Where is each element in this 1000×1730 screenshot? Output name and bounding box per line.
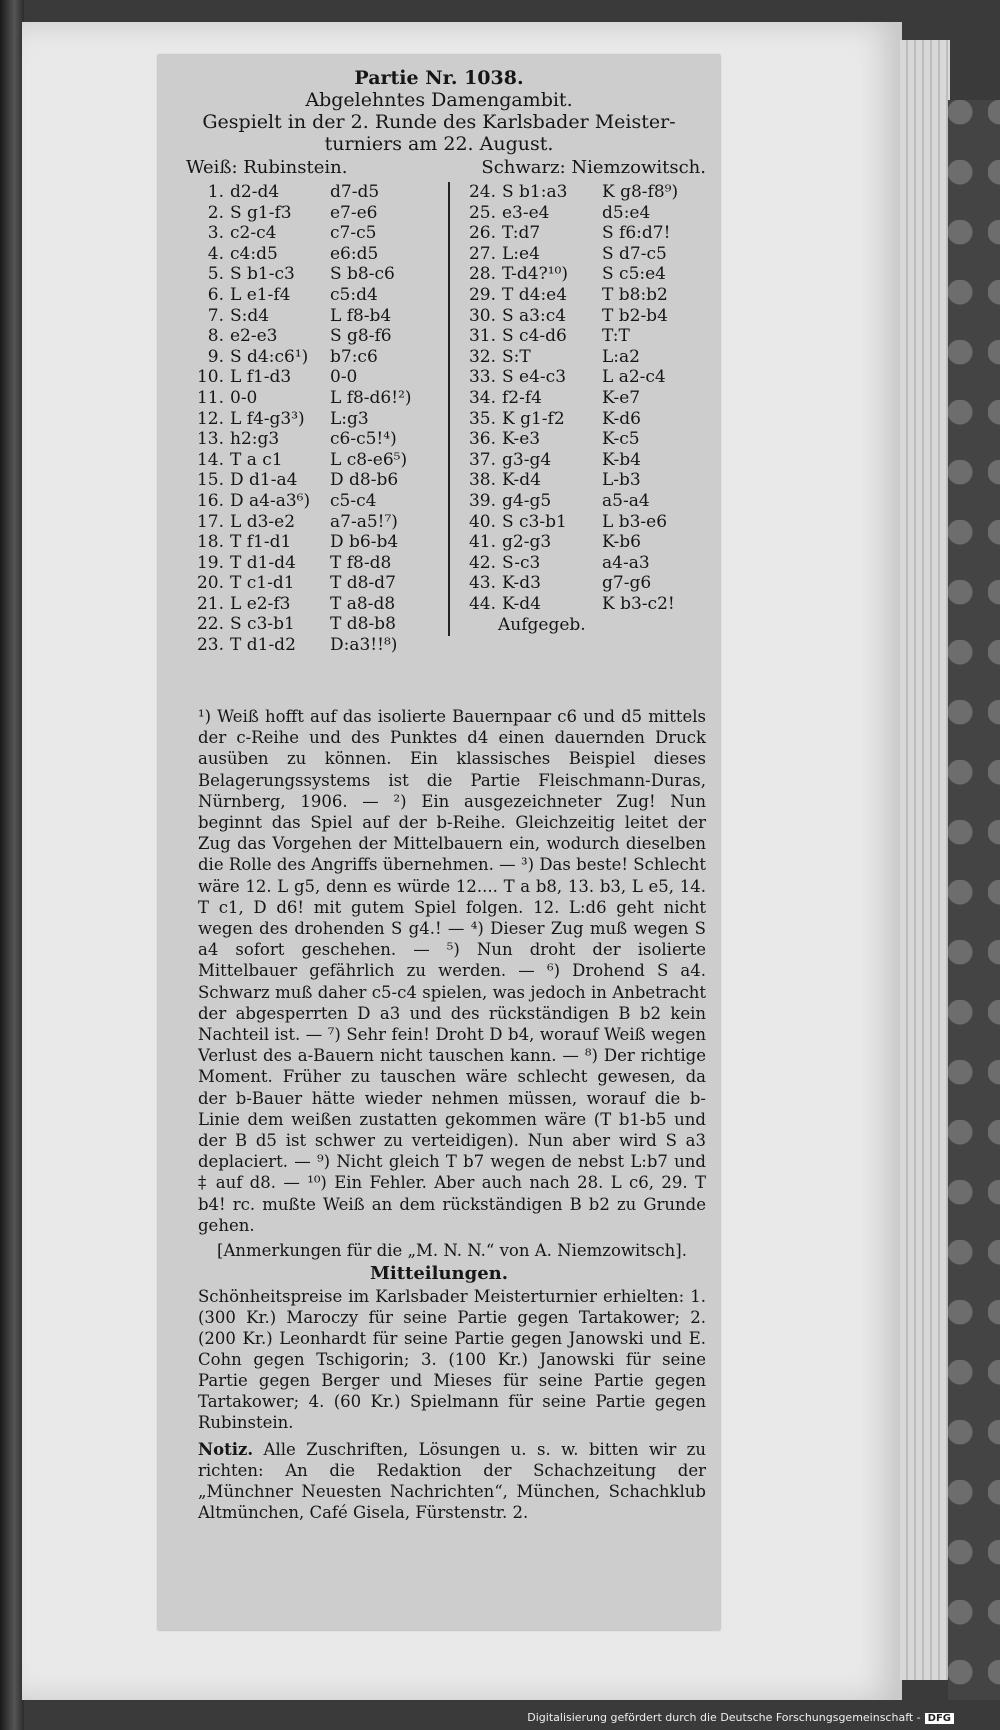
white-move: g3-g4 [502, 449, 552, 470]
move-number: 34. [468, 387, 496, 408]
move-number: 27. [468, 243, 496, 264]
moves-column-right [448, 182, 718, 636]
white-move: h2:g3 [230, 429, 280, 450]
white-move: T-d4?¹⁰) [502, 264, 568, 285]
white-move: g4-g5 [502, 490, 552, 511]
white-move: L f4-g3³) [230, 408, 305, 429]
move-row [186, 306, 431, 327]
move-row [458, 244, 718, 265]
white-move: f2-f4 [502, 387, 542, 408]
dfg-logo: DFG [925, 1713, 954, 1724]
move-row [458, 182, 718, 203]
move-row [186, 429, 431, 450]
black-move: g7-g6 [602, 573, 652, 594]
black-move: S g8-f6 [330, 326, 392, 347]
move-row [186, 532, 431, 553]
page-stack-edge [900, 40, 950, 1680]
white-move: S b1:a3 [502, 182, 568, 202]
marbled-cover [948, 100, 1000, 1700]
move-row [186, 409, 431, 430]
notes-text: ¹) Weiß hofft auf das isolierte Bauernpaar c6 und d5 mittels der c-Reihe und des Punktes d4 einen dauernden Druck ausüben zu können. Ein klassisches Beispiel dieses Belagerungssystems ist die Partie Fleischmann-Duras, Nürnberg, 1906. — ²) Ein ausgezeichneter Zug! Nun beginnt das Spiel auf der b-Reihe. Gleichzeitig leitet der Zug das Vorgehen der Mittelbauern ein, wodurch dieselben die Rolle des Angriffs übernehmen. — ³) Das beste! Schlecht wäre 12. L g5, denn es würde 12.... T a b8, 13. b3, L e5, 14. T c1, D d6! mit gutem Spiel folgen. 12. L:d6 geht nicht wegen des drohenden S g4.! — ⁴) Dieser Zug muß wegen S a4 sofort geschehen. — ⁵) Nun droht der isolierte Mittelbauer gefährlich zu werden. — ⁶) Drohend S a4. Schwarz muß daher c5-c4 spielen, was jedoch in Anbetracht der abgesperrten D a3 und des rückständigen B b2 kein Nachteil ist. — ⁷) Sehr fein! Droht D b4, worauf Weiß wegen Verlust des a-Bauern nicht tauschen kann. — ⁸) Der richtige Moment. Früher zu tauschen wäre schlecht gewesen, da der b-Bauer hätte wieder nehmen müssen, worauf die b-Linie dem weißen zustatten gekommen wäre (T b1-b5 und der B d5 ist schwer zu verteidigen). Nun aber wird S a3 deplaciert. — ⁹) Nicht gleich T b7 wegen de nebst L:b7 und ‡ auf d8. — ¹⁰) Ein Fehler. Aber auch nach 28. L c6, 29. T b4! rc. mußte Weiß an dem rückständigen B b2 zu Grunde gehen. [198, 707, 706, 1235]
move-number: 29. [468, 284, 496, 305]
move-number: 1. [207, 182, 224, 202]
white-player: Weiß: Rubinstein. [186, 157, 348, 178]
move-number: 6. [207, 284, 224, 305]
move-row [458, 491, 718, 512]
black-move: a4-a3 [602, 552, 650, 573]
black-move: e6:d5 [330, 243, 379, 264]
white-move: S g1-f3 [230, 202, 292, 223]
black-move: L c8-e6⁵) [330, 449, 408, 470]
white-move: T d4:e4 [502, 284, 568, 305]
black-move: T a8-d8 [330, 593, 396, 614]
move-row [186, 203, 431, 224]
move-number: 18. [196, 532, 224, 553]
move-row [186, 635, 431, 656]
move-number: 13. [196, 429, 224, 450]
white-move: S-c3 [502, 552, 541, 573]
move-number: 26. [468, 223, 496, 244]
event-line-1: Gespielt in der 2. Runde des Karlsbader Meister- [202, 111, 676, 133]
move-row [458, 347, 718, 368]
move-number: 41. [468, 532, 496, 553]
move-row [458, 594, 718, 615]
move-row [186, 614, 431, 635]
move-number: 40. [468, 511, 496, 532]
white-move: S d4:c6¹) [230, 346, 309, 367]
black-move: T d8-d7 [330, 573, 396, 594]
white-move: L e1-f4 [230, 284, 291, 305]
white-move: S:d4 [230, 305, 270, 326]
move-number: 36. [468, 429, 496, 450]
white-move: T a c1 [230, 449, 283, 470]
white-move: D d1-a4 [230, 470, 298, 491]
black-move: K-b6 [602, 532, 641, 553]
white-move: D a4-a3⁶) [230, 490, 311, 511]
move-row [186, 512, 431, 533]
white-move: S a3:c4 [502, 305, 567, 326]
move-number: 25. [468, 202, 496, 223]
white-move: L d3-e2 [230, 511, 296, 532]
move-number: 37. [468, 449, 496, 470]
black-move: d7-d5 [330, 182, 380, 202]
black-move: a7-a5!⁷) [330, 511, 398, 532]
white-move: L e2-f3 [230, 593, 291, 614]
black-move: K g8-f8⁹) [602, 182, 679, 202]
black-move: c5:d4 [330, 284, 378, 305]
move-number: 33. [468, 367, 496, 388]
newspaper-clipping [158, 55, 720, 1630]
white-move: S c4-d6 [502, 326, 567, 347]
move-number: 38. [468, 470, 496, 491]
black-move: T d8-b8 [330, 614, 396, 635]
mitteilungen-text: Schönheitspreise im Karlsbader Meisterturnier erhielten: 1. (300 Kr.) Maroczy für seine Partie gegen Tartakower; 2. (200 Kr.) Leonhardt für seine Partie gegen Janowski und E. Cohn gegen Tschigorin; 3. (100 Kr.) Janowski für seine Partie gegen Berger und Mieses für seine Partie gegen Tartakower; 4. (60 Kr.) Spielmann für seine Partie gegen Rubinstein. [198, 1287, 706, 1433]
move-row [458, 264, 718, 285]
white-move: e2-e3 [230, 326, 278, 347]
move-number: 31. [468, 326, 496, 347]
white-move: T d1-d4 [230, 552, 296, 573]
black-move: S c5:e4 [602, 264, 666, 285]
move-row [458, 512, 718, 533]
moves-table [158, 178, 720, 698]
white-move: K-d3 [502, 573, 541, 594]
black-move: T f8-d8 [330, 552, 392, 573]
white-move: T:d7 [502, 223, 541, 244]
move-number: 22. [196, 614, 224, 635]
black-move: b7:c6 [330, 346, 378, 367]
black-move: D:a3!!⁸) [330, 635, 398, 656]
white-move: e3-e4 [502, 202, 550, 223]
move-row [458, 450, 718, 471]
book-cover-edge [0, 0, 24, 1730]
move-row [458, 409, 718, 430]
move-number: 21. [196, 593, 224, 614]
game-header [158, 67, 720, 155]
move-row [186, 367, 431, 388]
game-number: Partie Nr. 1038. [354, 67, 524, 89]
white-move: K-d4 [502, 593, 541, 614]
notiz-paragraph [158, 1433, 720, 1523]
footer-text: Digitalisierung gefördert durch die Deutsche Forschungsgemeinschaft - [527, 1711, 921, 1724]
black-move: L:a2 [602, 346, 640, 367]
black-move: D d8-b6 [330, 470, 399, 491]
white-move: S c3-b1 [502, 511, 567, 532]
white-move: T d1-d2 [230, 635, 296, 656]
white-move: c4:d5 [230, 243, 278, 264]
move-row [186, 285, 431, 306]
white-move: S c3-b1 [230, 614, 295, 635]
black-move: S d7-c5 [602, 243, 667, 264]
move-row [186, 594, 431, 615]
game-notes [158, 700, 720, 1236]
black-move: 0-0 [330, 367, 358, 388]
black-move: L:g3 [330, 408, 369, 429]
move-number: 17. [196, 511, 224, 532]
black-move: S f6:d7! [602, 223, 671, 244]
move-row [186, 223, 431, 244]
move-row [186, 244, 431, 265]
move-number: 30. [468, 305, 496, 326]
move-row [458, 203, 718, 224]
move-number: 14. [196, 449, 224, 470]
black-move: T b2-b4 [602, 305, 668, 326]
notiz-text: Alle Zuschriften, Lösungen u. s. w. bitten wir zu richten: An die Redaktion der Schachzeitung der „Münchner Neuesten Nachrichten“, München, Schachklub Altmünchen, Café Gisela, Fürstenstr. 2. [198, 1440, 706, 1523]
black-move: K-d6 [602, 408, 641, 429]
black-move: c7-c5 [330, 223, 377, 244]
move-row [458, 306, 718, 327]
move-number: 23. [196, 635, 224, 656]
move-number: 10. [196, 367, 224, 388]
move-number: 16. [196, 490, 224, 511]
black-move: D b6-b4 [330, 532, 399, 553]
white-move: T f1-d1 [230, 532, 292, 553]
black-move: L a2-c4 [602, 367, 666, 388]
black-move: d5:e4 [602, 202, 651, 223]
move-number: 32. [468, 346, 496, 367]
black-move: L f8-d6!²) [330, 387, 412, 408]
white-move: T c1-d1 [230, 573, 295, 594]
black-move: a5-a4 [602, 490, 650, 511]
white-move: K-d4 [502, 470, 541, 491]
moves-column-left [186, 182, 431, 656]
white-move: 0-0 [230, 387, 258, 408]
move-row [186, 347, 431, 368]
move-row [458, 388, 718, 409]
move-row [458, 223, 718, 244]
move-row [186, 326, 431, 347]
move-number: 20. [196, 573, 224, 594]
white-move: g2-g3 [502, 532, 552, 553]
event-line-2: turniers am 22. August. [324, 133, 554, 155]
mitteilungen-heading: Mitteilungen. [369, 1263, 509, 1285]
white-move: S:T [502, 346, 531, 367]
move-row [458, 532, 718, 553]
black-move: L-b3 [602, 470, 641, 491]
white-move: d2-d4 [230, 182, 280, 202]
move-row [186, 491, 431, 512]
white-move: L:e4 [502, 243, 540, 264]
black-player: Schwarz: Niemzowitsch. [481, 157, 706, 178]
resigned-label: Aufgegeb. [498, 615, 586, 636]
move-row [458, 429, 718, 450]
move-row [458, 285, 718, 306]
move-row [458, 573, 718, 594]
move-number: 35. [468, 408, 496, 429]
move-number: 43. [468, 573, 496, 594]
move-row [458, 470, 718, 491]
move-row [186, 553, 431, 574]
move-number: 2. [207, 202, 224, 223]
move-number: 39. [468, 490, 496, 511]
black-move: K-e7 [602, 387, 641, 408]
move-number: 3. [207, 223, 224, 244]
move-row [186, 388, 431, 409]
move-row [186, 470, 431, 491]
black-move: c6-c5!⁴) [330, 429, 397, 450]
move-number: 44. [468, 593, 496, 614]
move-number: 15. [196, 470, 224, 491]
move-number: 28. [468, 264, 496, 285]
move-number: 7. [207, 305, 224, 326]
move-number: 19. [196, 552, 224, 573]
move-number: 24. [468, 182, 496, 202]
move-number: 11. [196, 387, 224, 408]
black-move: T b8:b2 [602, 284, 668, 305]
players-line [158, 155, 720, 178]
white-move: c2-c4 [230, 223, 277, 244]
move-number: 12. [196, 408, 224, 429]
opening-name: Abgelehntes Damengambit. [305, 89, 573, 111]
move-row [186, 573, 431, 594]
black-move: K-b4 [602, 449, 641, 470]
black-move: L b3-e6 [602, 511, 668, 532]
white-move: S e4-c3 [502, 367, 567, 388]
move-number: 5. [207, 264, 224, 285]
dfg-footer [527, 1711, 954, 1724]
move-number: 9. [207, 346, 224, 367]
black-move: T:T [602, 326, 630, 347]
move-row [186, 182, 431, 203]
annotation-credit: [Anmerkungen für die „M. N. N.“ von A. Niemzowitsch]. [217, 1241, 687, 1261]
black-move: e7-e6 [330, 202, 378, 223]
white-move: L f1-d3 [230, 367, 292, 388]
black-move: K-c5 [602, 429, 640, 450]
move-row [458, 553, 718, 574]
black-move: K b3-c2! [602, 593, 675, 614]
move-row [458, 367, 718, 388]
white-move: K g1-f2 [502, 408, 565, 429]
black-move: S b8-c6 [330, 264, 395, 285]
move-number: 4. [207, 243, 224, 264]
black-move: L f8-b4 [330, 305, 392, 326]
black-move: c5-c4 [330, 490, 377, 511]
move-row [458, 326, 718, 347]
white-move: S b1-c3 [230, 264, 295, 285]
white-move: K-e3 [502, 429, 541, 450]
move-number: 8. [207, 326, 224, 347]
move-number: 42. [468, 552, 496, 573]
move-row [186, 450, 431, 471]
notiz-label: Notiz. [198, 1440, 254, 1460]
move-row [186, 264, 431, 285]
